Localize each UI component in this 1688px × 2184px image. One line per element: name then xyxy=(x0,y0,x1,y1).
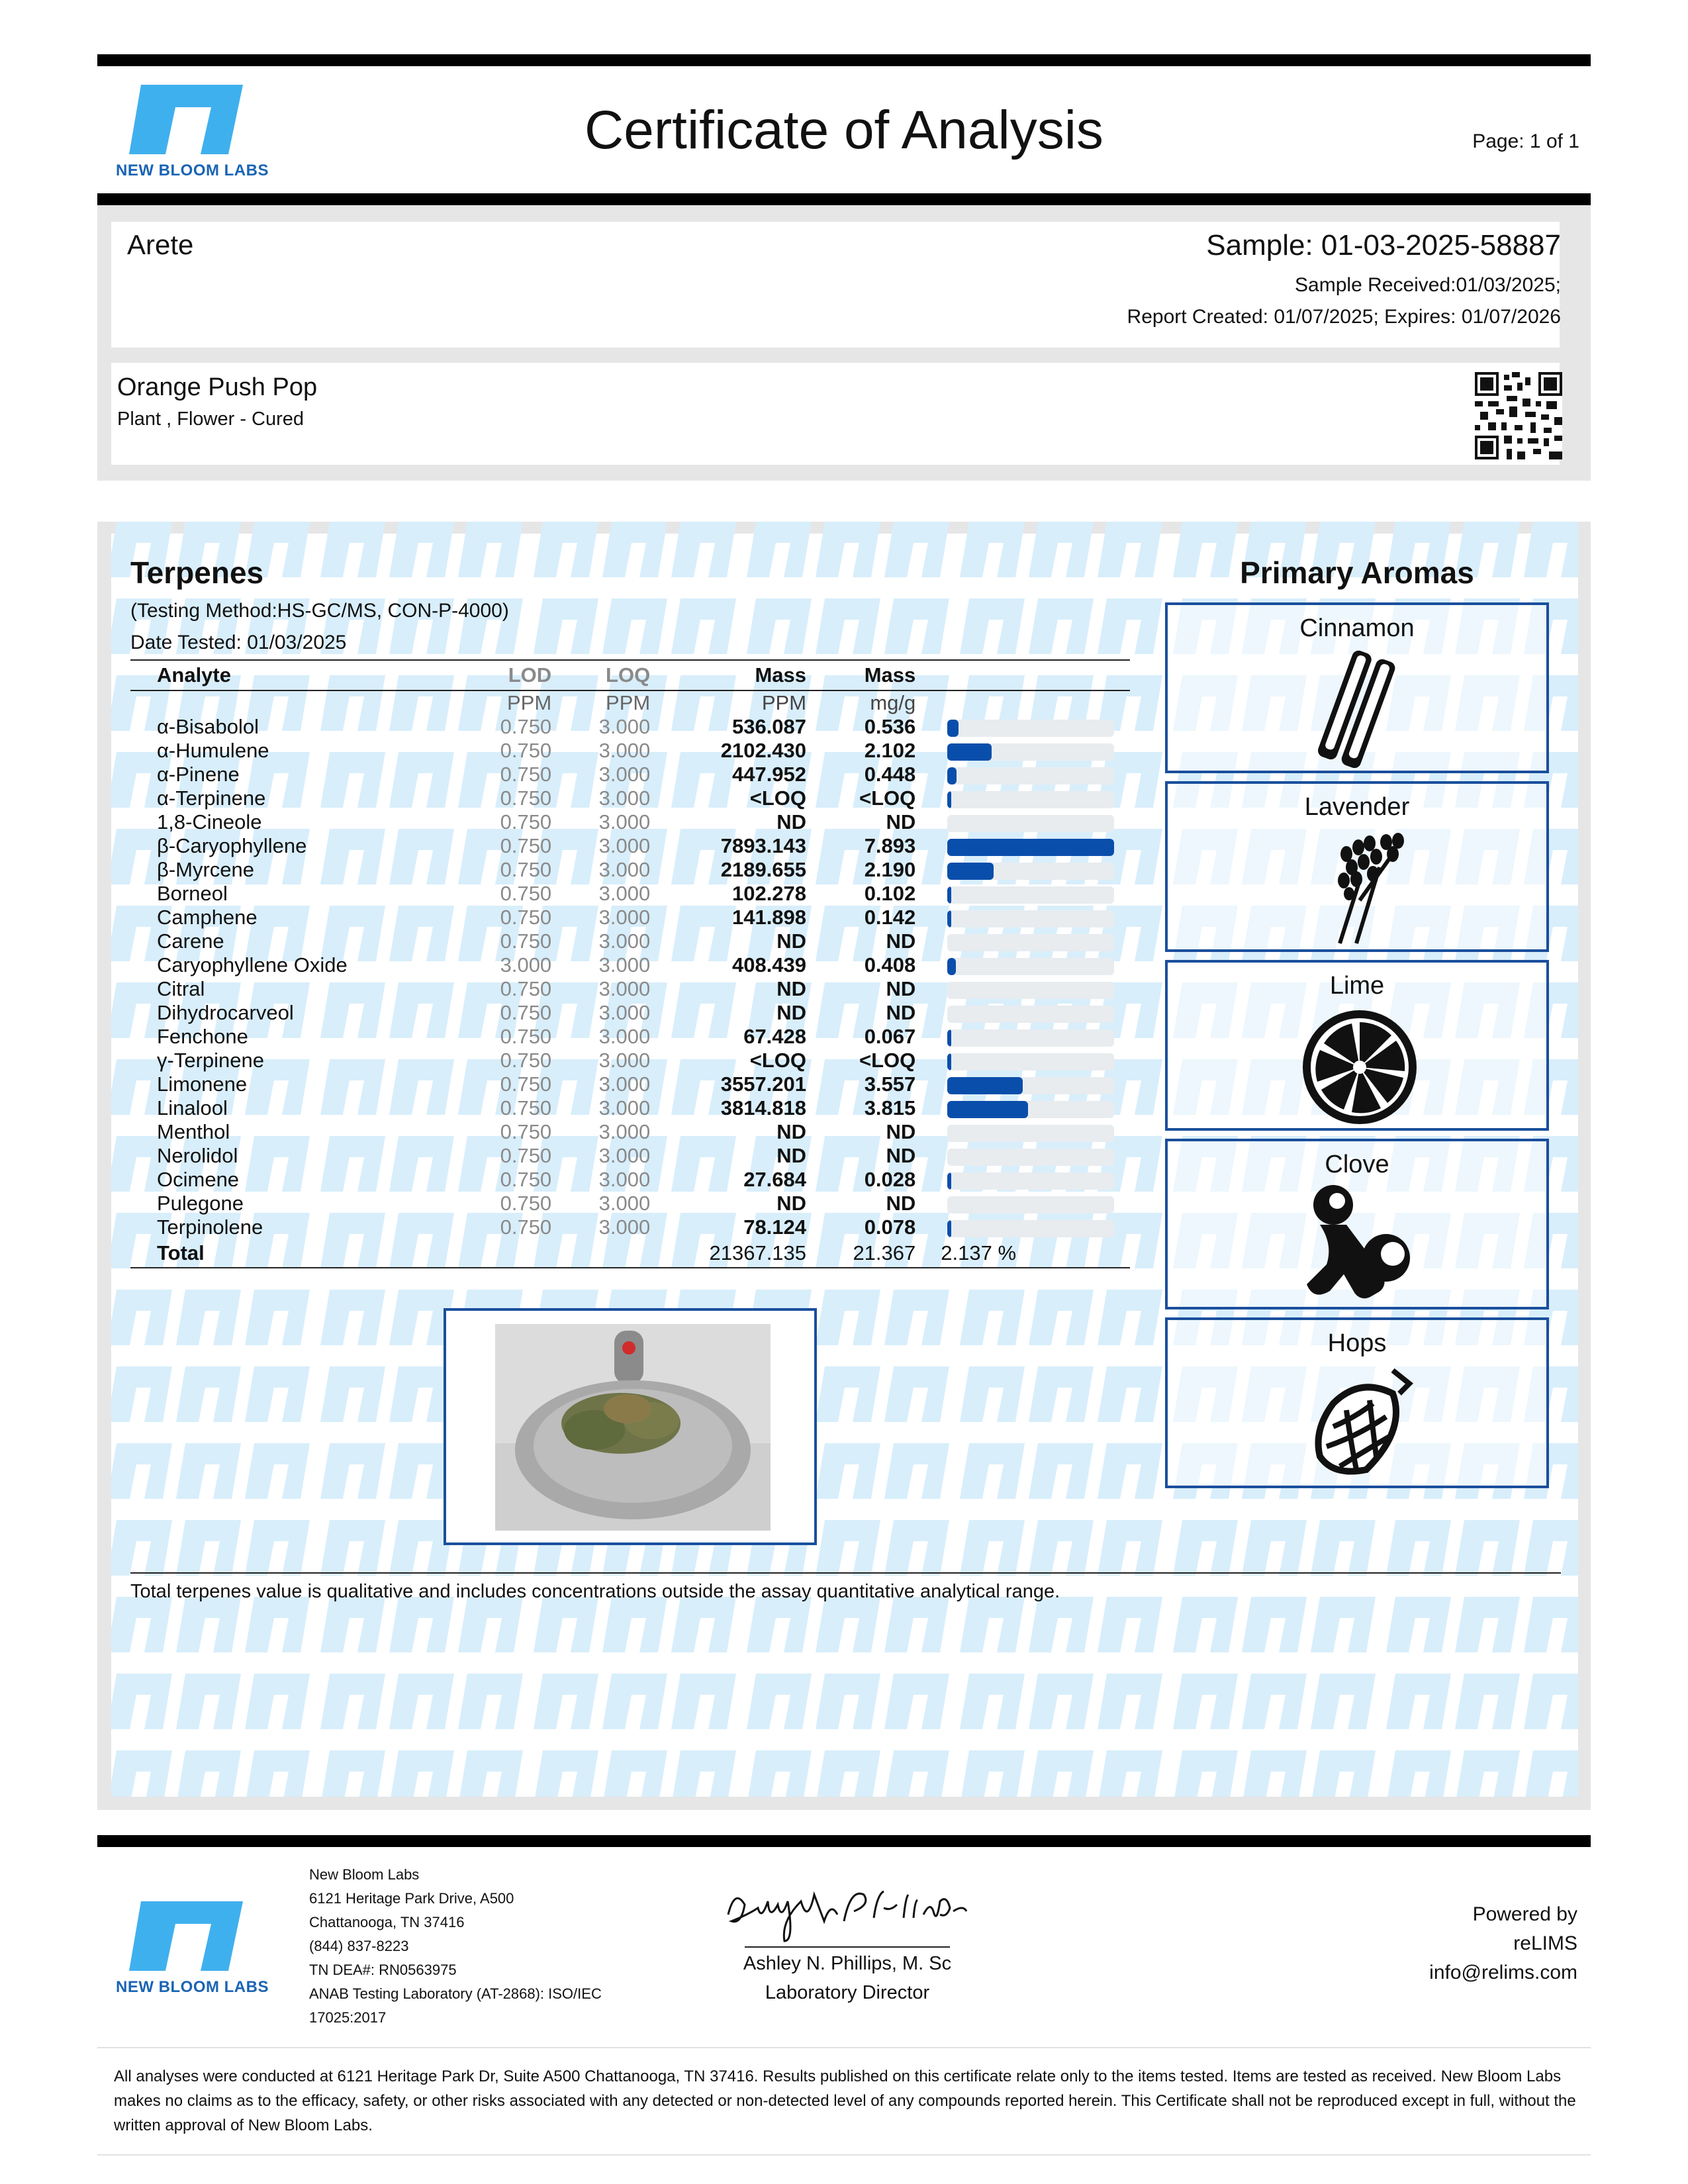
loq-cell: 3.000 xyxy=(598,953,651,976)
signature-rule xyxy=(745,1946,950,1948)
mass-mg-cell: 0.408 xyxy=(864,953,916,976)
powered-by-vendor: reLIMS xyxy=(1513,1932,1577,1954)
mass-ppm-cell: ND xyxy=(776,1001,807,1024)
mass-ppm-cell: 3557.201 xyxy=(720,1072,807,1096)
level-bar-fill xyxy=(947,886,951,904)
col-mass-ppm: Mass xyxy=(650,660,806,690)
mass-ppm-cell: ND xyxy=(776,929,807,953)
level-bar-track xyxy=(947,982,1114,999)
terpenes-title: Terpenes xyxy=(130,555,264,590)
table-row xyxy=(130,786,1130,810)
mass-mg-cell: 2.190 xyxy=(864,858,916,881)
analyte-cell: Pulegone xyxy=(157,1192,244,1215)
table-row xyxy=(130,810,1130,834)
level-bar-fill xyxy=(947,1220,951,1237)
table-row xyxy=(130,1096,1130,1120)
aroma-card-cinnamon xyxy=(1165,602,1549,773)
level-bar-fill xyxy=(947,1029,951,1047)
mass-ppm-cell: ND xyxy=(776,1120,807,1143)
mass-mg-cell: 0.142 xyxy=(864,906,916,929)
mass-ppm-cell: 102.278 xyxy=(731,882,807,905)
lod-cell: 0.750 xyxy=(500,1072,552,1096)
note-rule xyxy=(130,1572,1561,1574)
table-row xyxy=(130,739,1130,763)
loq-cell: 3.000 xyxy=(598,786,651,810)
mass-ppm-cell: 447.952 xyxy=(731,763,807,786)
aroma-label: Clove xyxy=(1325,1151,1389,1178)
mass-ppm-cell: ND xyxy=(776,810,807,833)
analyte-cell: 1,8-Cineole xyxy=(157,810,262,833)
total-ppm: 21367.135 xyxy=(650,1239,806,1268)
mass-ppm-cell: 27.684 xyxy=(743,1168,807,1191)
level-bar-cell xyxy=(915,1025,1130,1049)
loq-cell: 3.000 xyxy=(598,1096,651,1119)
loq-cell: 3.000 xyxy=(598,858,651,881)
analyte-cell: β-Caryophyllene xyxy=(157,834,307,857)
table-row xyxy=(130,858,1130,882)
loq-cell: 3.000 xyxy=(598,882,651,905)
lod-cell: 0.750 xyxy=(500,1120,552,1143)
mass-mg-cell: ND xyxy=(886,929,916,953)
level-bar-track xyxy=(947,910,1114,927)
analyte-cell: γ-Terpinene xyxy=(157,1049,264,1072)
product-card xyxy=(111,363,1560,465)
level-bar-cell xyxy=(915,1072,1130,1096)
anab-line-1: ANAB Testing Laboratory (AT-2868): ISO/IEC xyxy=(309,1985,602,2002)
date-tested: Date Tested: 01/03/2025 xyxy=(130,632,347,653)
client-name: Arete xyxy=(127,229,194,260)
table-row xyxy=(130,1049,1130,1072)
lod-cell: 0.750 xyxy=(500,858,552,881)
total-label: Total xyxy=(130,1239,483,1268)
disclaimer-bottom-rule xyxy=(97,2154,1591,2156)
level-bar-cell xyxy=(915,715,1130,739)
level-bar-cell xyxy=(915,1001,1130,1025)
aroma-label: Lime xyxy=(1329,972,1385,1000)
mass-mg-cell: ND xyxy=(886,810,916,833)
table-row xyxy=(130,763,1130,786)
lod-cell: 0.750 xyxy=(500,763,552,786)
table-row xyxy=(130,1001,1130,1025)
mass-mg-cell: ND xyxy=(886,1001,916,1024)
level-bar-track xyxy=(947,1196,1114,1213)
lod-cell: 0.750 xyxy=(500,739,552,762)
level-bar-track xyxy=(947,743,1114,761)
level-bar-cell xyxy=(915,1168,1130,1192)
mass-ppm-cell: 78.124 xyxy=(743,1215,807,1239)
analyte-cell: Camphene xyxy=(157,906,258,929)
lod-cell: 3.000 xyxy=(500,953,552,976)
total-percent: 2.137 % xyxy=(915,1239,1130,1268)
mass-ppm-cell: 7893.143 xyxy=(720,834,807,857)
disclaimer-text: All analyses were conducted at 6121 Heritage Park Dr, Suite A500 Chattanooga, TN 37416. Results published on this certificate relate only to the items tested. Items are tested as received. New Bloom Labs makes no claims as to the efficacy, safety, or other risks associated with any detected or non-detected level of any compounds reported herein. This Certificate shall not be reproduced except in full, without the written approval of New Bloom Labs. xyxy=(114,2067,1576,2134)
analyte-cell: Terpinolene xyxy=(157,1215,263,1239)
anab-line-2: 17025:2017 xyxy=(309,2009,387,2026)
terpenes-table xyxy=(130,659,1130,1268)
mass-mg-cell: ND xyxy=(886,1144,916,1167)
lod-cell: 0.750 xyxy=(500,1144,552,1167)
analyte-cell: Ocimene xyxy=(157,1168,240,1191)
footer-rule xyxy=(97,1835,1591,1847)
product-name: Orange Push Pop xyxy=(117,373,318,401)
analyte-cell: Linalool xyxy=(157,1096,228,1119)
report-dates: Report Created: 01/07/2025; Expires: 01/07/2026 xyxy=(1127,306,1561,328)
level-bar-track xyxy=(947,1125,1114,1142)
loq-cell: 3.000 xyxy=(598,810,651,833)
analyte-cell: Nerolidol xyxy=(157,1144,238,1167)
level-bar-track xyxy=(947,839,1114,856)
address-line-1: 6121 Heritage Park Drive, A500 xyxy=(309,1890,514,1907)
table-row xyxy=(130,1120,1130,1144)
lime-icon xyxy=(1293,1006,1426,1125)
mass-mg-cell: 3.815 xyxy=(864,1096,916,1119)
loq-cell: 3.000 xyxy=(598,763,651,786)
level-bar-track xyxy=(947,720,1114,737)
lod-cell: 0.750 xyxy=(500,977,552,1000)
analyte-cell: β-Myrcene xyxy=(157,858,255,881)
level-bar-fill xyxy=(947,1172,951,1190)
analyte-cell: Fenchone xyxy=(157,1025,248,1048)
mass-mg-cell: ND xyxy=(886,1120,916,1143)
signer-title: Laboratory Director xyxy=(765,1982,930,2003)
level-bar-track xyxy=(947,815,1114,832)
col-mass-mg: Mass xyxy=(806,660,915,690)
total-mg: 21.367 xyxy=(806,1239,915,1268)
mass-ppm-cell: ND xyxy=(776,1144,807,1167)
mass-ppm-cell: 408.439 xyxy=(731,953,807,976)
table-row xyxy=(130,1168,1130,1192)
level-bar-fill xyxy=(947,863,994,880)
analyte-cell: α-Pinene xyxy=(157,763,240,786)
mass-ppm-cell: 67.428 xyxy=(743,1025,807,1048)
aroma-card-lime xyxy=(1165,960,1549,1131)
mass-ppm-cell: ND xyxy=(776,977,807,1000)
level-bar-track xyxy=(947,958,1114,975)
mass-mg-cell: 3.557 xyxy=(864,1072,916,1096)
lod-cell: 0.750 xyxy=(500,1025,552,1048)
cinnamon-icon xyxy=(1293,649,1426,768)
loq-cell: 3.000 xyxy=(598,1215,651,1239)
col-bar xyxy=(915,660,1130,690)
col-analyte: Analyte xyxy=(130,660,483,690)
product-type: Plant , Flower - Cured xyxy=(117,408,305,430)
analyte-cell: Menthol xyxy=(157,1120,230,1143)
dea-number: TN DEA#: RN0563975 xyxy=(309,1962,457,1978)
lod-cell: 0.750 xyxy=(500,929,552,953)
unit-mass-ppm: PPM xyxy=(761,691,807,714)
table-row xyxy=(130,1144,1130,1168)
lab-name: New Bloom Labs xyxy=(309,1866,420,1883)
mass-ppm-cell: 2189.655 xyxy=(720,858,807,881)
lod-cell: 0.750 xyxy=(500,1168,552,1191)
mass-ppm-cell: <LOQ xyxy=(749,1049,807,1072)
table-row xyxy=(130,1192,1130,1215)
header-rule xyxy=(97,193,1591,205)
footer-logo-text: NEW BLOOM LABS xyxy=(116,1978,269,1996)
table-row xyxy=(130,715,1130,739)
lab-phone: (844) 837-8223 xyxy=(309,1938,409,1954)
loq-cell: 3.000 xyxy=(598,977,651,1000)
lab-address xyxy=(309,1863,602,2030)
qr-code-icon xyxy=(1475,372,1562,459)
level-bar-track xyxy=(947,1006,1114,1023)
signature-image xyxy=(722,1875,973,1948)
loq-cell: 3.000 xyxy=(598,1072,651,1096)
loq-cell: 3.000 xyxy=(598,715,651,738)
table-row xyxy=(130,929,1130,953)
unit-loq: PPM xyxy=(606,691,651,714)
loq-cell: 3.000 xyxy=(598,1144,651,1167)
analyte-cell: α-Terpinene xyxy=(157,786,266,810)
mass-mg-cell: <LOQ xyxy=(859,786,916,810)
mass-mg-cell: ND xyxy=(886,977,916,1000)
loq-cell: 3.000 xyxy=(598,1025,651,1048)
loq-cell: 3.000 xyxy=(598,1120,651,1143)
analyte-cell: Limonene xyxy=(157,1072,248,1096)
table-row xyxy=(130,1215,1130,1239)
mass-ppm-cell: 2102.430 xyxy=(720,739,807,762)
logo-text: NEW BLOOM LABS xyxy=(116,162,269,179)
lavender-icon xyxy=(1293,828,1426,947)
aroma-label: Hops xyxy=(1327,1329,1387,1357)
aroma-card-clove xyxy=(1165,1139,1549,1309)
level-bar-cell xyxy=(915,1144,1130,1168)
mass-mg-cell: 0.028 xyxy=(864,1168,916,1191)
lod-cell: 0.750 xyxy=(500,1049,552,1072)
loq-cell: 3.000 xyxy=(598,929,651,953)
mass-mg-cell: 0.536 xyxy=(864,715,916,738)
unit-mass-mg: mg/g xyxy=(870,691,916,714)
mass-ppm-cell: ND xyxy=(776,1192,807,1215)
level-bar-cell xyxy=(915,858,1130,882)
level-bar-cell xyxy=(915,739,1130,763)
loq-cell: 3.000 xyxy=(598,739,651,762)
mass-mg-cell: 0.067 xyxy=(864,1025,916,1048)
level-bar-cell xyxy=(915,929,1130,953)
col-lod: LOD xyxy=(483,660,551,690)
table-row xyxy=(130,834,1130,858)
powered-by xyxy=(1429,1900,1577,1987)
loq-cell: 3.000 xyxy=(598,1001,651,1024)
loq-cell: 3.000 xyxy=(598,906,651,929)
level-bar-fill xyxy=(947,958,956,975)
sample-id: Sample: 01-03-2025-58887 xyxy=(1206,229,1561,261)
mass-mg-cell: <LOQ xyxy=(859,1049,916,1072)
table-row xyxy=(130,1072,1130,1096)
level-bar-cell xyxy=(915,977,1130,1001)
total-row xyxy=(130,1239,1130,1268)
sample-received: Sample Received:01/03/2025; xyxy=(1295,274,1561,296)
vendor-email[interactable]: info@relims.com xyxy=(1429,1962,1577,1983)
level-bar-cell xyxy=(915,1120,1130,1144)
level-bar-track xyxy=(947,1172,1114,1190)
lod-cell: 0.750 xyxy=(500,1096,552,1119)
level-bar-cell xyxy=(915,786,1130,810)
mass-mg-cell: ND xyxy=(886,1192,916,1215)
analyte-cell: Citral xyxy=(157,977,205,1000)
level-bar-cell xyxy=(915,1096,1130,1120)
mass-ppm-cell: 141.898 xyxy=(731,906,807,929)
level-bar-fill xyxy=(947,1053,951,1070)
terpenes-note: Total terpenes value is qualitative and includes concentrations outside the assay quantitative analytical range. xyxy=(130,1581,1060,1602)
unit-lod: PPM xyxy=(506,691,552,714)
level-bar-track xyxy=(947,1077,1114,1094)
loq-cell: 3.000 xyxy=(598,1168,651,1191)
level-bar-track xyxy=(947,886,1114,904)
lod-cell: 0.750 xyxy=(500,786,552,810)
page-count: Page: 1 of 1 xyxy=(1472,130,1579,152)
loq-cell: 3.000 xyxy=(598,1049,651,1072)
mass-mg-cell: 2.102 xyxy=(864,739,916,762)
level-bar-track xyxy=(947,767,1114,784)
level-bar-fill xyxy=(947,910,951,927)
level-bar-cell xyxy=(915,882,1130,906)
table-header-row xyxy=(130,660,1130,690)
level-bar-track xyxy=(947,1149,1114,1166)
aroma-card-hops xyxy=(1165,1317,1549,1488)
level-bar-track xyxy=(947,1029,1114,1047)
level-bar-track xyxy=(947,863,1114,880)
level-bar-cell xyxy=(915,1215,1130,1239)
aromas-title: Primary Aromas xyxy=(1240,555,1474,590)
mass-mg-cell: 0.078 xyxy=(864,1215,916,1239)
aroma-label: Lavender xyxy=(1304,793,1410,821)
analyte-cell: α-Bisabolol xyxy=(157,715,259,738)
footer-logo-mark-icon xyxy=(129,1901,248,1974)
level-bar-cell xyxy=(915,906,1130,929)
aroma-card-lavender xyxy=(1165,781,1549,952)
level-bar-fill xyxy=(947,743,992,761)
level-bar-cell xyxy=(915,1192,1130,1215)
sample-photo-frame xyxy=(444,1308,817,1545)
sample-photo xyxy=(495,1324,771,1531)
lod-cell: 0.750 xyxy=(500,1001,552,1024)
lod-cell: 0.750 xyxy=(500,1215,552,1239)
analyte-cell: Dihydrocarveol xyxy=(157,1001,294,1024)
lod-cell: 0.750 xyxy=(500,1192,552,1215)
level-bar-fill xyxy=(947,839,1114,856)
table-row xyxy=(130,953,1130,977)
page-title: Certificate of Analysis xyxy=(585,100,1103,160)
level-bar-cell xyxy=(915,763,1130,786)
loq-cell: 3.000 xyxy=(598,834,651,857)
disclaimer-top-rule xyxy=(97,2047,1591,2048)
level-bar-fill xyxy=(947,1077,1023,1094)
units-row xyxy=(130,690,1130,715)
lod-cell: 0.750 xyxy=(500,882,552,905)
clove-icon xyxy=(1293,1185,1426,1304)
level-bar-cell xyxy=(915,810,1130,834)
mass-ppm-cell: 536.087 xyxy=(731,715,807,738)
mass-mg-cell: 0.448 xyxy=(864,763,916,786)
level-bar-track xyxy=(947,1220,1114,1237)
lod-cell: 0.750 xyxy=(500,715,552,738)
signer-name: Ashley N. Phillips, M. Sc xyxy=(743,1953,952,1974)
level-bar-fill xyxy=(947,791,951,808)
analyte-cell: Carene xyxy=(157,929,224,953)
mass-mg-cell: 0.102 xyxy=(864,882,916,905)
level-bar-track xyxy=(947,791,1114,808)
mass-ppm-cell: <LOQ xyxy=(749,786,807,810)
table-row xyxy=(130,906,1130,929)
hops-icon xyxy=(1293,1364,1426,1483)
top-rule xyxy=(97,54,1591,66)
level-bar-fill xyxy=(947,1101,1028,1118)
level-bar-cell xyxy=(915,834,1130,858)
lod-cell: 0.750 xyxy=(500,810,552,833)
analyte-cell: Caryophyllene Oxide xyxy=(157,953,348,976)
analyte-cell: α-Humulene xyxy=(157,739,269,762)
testing-method: (Testing Method:HS-GC/MS, CON-P-4000) xyxy=(130,600,509,622)
level-bar-track xyxy=(947,1101,1114,1118)
level-bar-fill xyxy=(947,720,959,737)
level-bar-cell xyxy=(915,953,1130,977)
table-row xyxy=(130,1025,1130,1049)
level-bar-cell xyxy=(915,1049,1130,1072)
level-bar-track xyxy=(947,934,1114,951)
address-line-2: Chattanooga, TN 37416 xyxy=(309,1914,465,1930)
analyte-cell: Borneol xyxy=(157,882,228,905)
lod-cell: 0.750 xyxy=(500,834,552,857)
loq-cell: 3.000 xyxy=(598,1192,651,1215)
mass-mg-cell: 7.893 xyxy=(864,834,916,857)
powered-by-label: Powered by xyxy=(1472,1903,1577,1925)
level-bar-track xyxy=(947,1053,1114,1070)
level-bar-fill xyxy=(947,767,957,784)
aroma-label: Cinnamon xyxy=(1299,614,1415,642)
col-loq: LOQ xyxy=(551,660,650,690)
table-row xyxy=(130,882,1130,906)
mass-ppm-cell: 3814.818 xyxy=(720,1096,807,1119)
lod-cell: 0.750 xyxy=(500,906,552,929)
table-row xyxy=(130,977,1130,1001)
